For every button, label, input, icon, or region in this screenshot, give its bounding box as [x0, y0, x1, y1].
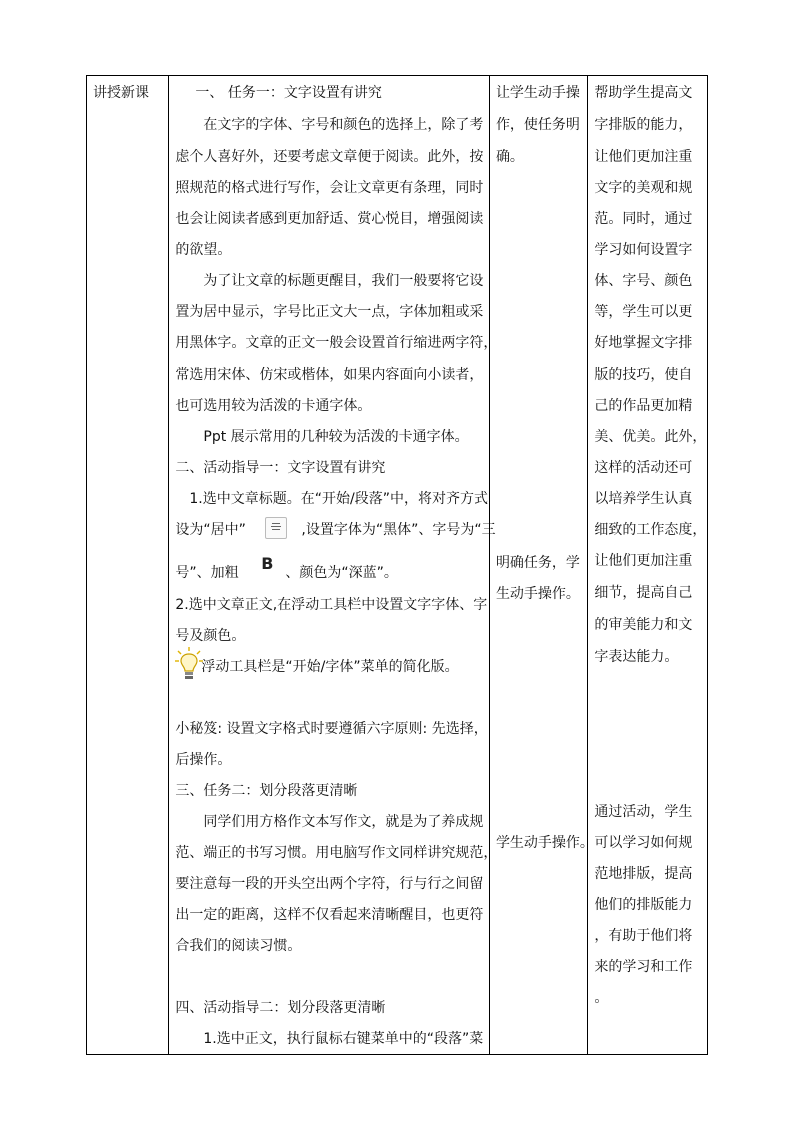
- heading-task-2: 三、任务二：划分段落更清晰: [175, 783, 358, 799]
- tip-text: 浮动工具栏是“开始/字体”菜单的简化版。: [201, 659, 459, 675]
- student-activity-line: 作，使任务明: [495, 117, 580, 133]
- design-intent-line: 。: [594, 990, 609, 1006]
- design-intent-line: 己的作品更加精: [594, 398, 693, 414]
- design-intent-line: 范地排版，提高: [594, 866, 693, 882]
- design-intent-line: 他们的排版能力: [594, 897, 693, 913]
- design-intent-line: 通过活动，学生: [594, 804, 693, 820]
- design-intent-cell: [588, 76, 708, 1055]
- step-line: 1.选中文章标题。在“开始/段落”中，将对齐方式: [189, 491, 488, 507]
- design-intent-line: 体、字号、颜色: [594, 273, 693, 289]
- paragraph-line: 在文字的字体、字号和颜色的选择上，除了考: [203, 117, 484, 133]
- design-intent-line: 细节，提高自己: [594, 585, 693, 601]
- section-label-cell: [87, 76, 169, 1055]
- design-intent-line: 学习如何设置字: [594, 242, 693, 258]
- design-intent-line: 帮助学生提高文: [594, 85, 693, 101]
- design-intent-line: 好地掌握文字排: [594, 335, 693, 351]
- bold-icon: B: [261, 554, 274, 573]
- design-intent-line: 可以学习如何规: [594, 835, 693, 851]
- design-intent-line: 细致的工作态度，: [594, 522, 707, 538]
- step-line: 号及颜色。: [175, 628, 246, 644]
- student-activity-line: 让学生动手操: [495, 85, 580, 101]
- design-intent-line: 美、优美。此外，: [594, 429, 707, 445]
- align-center-icon: [265, 517, 287, 539]
- design-intent-line: 范。同时，通过: [594, 211, 693, 227]
- design-intent-line: 以培养学生认真: [594, 491, 693, 507]
- paragraph-line: 同学们用方格作文本写作文，就是为了养成规: [203, 814, 484, 830]
- section-label: 讲授新课: [93, 85, 149, 101]
- heading-activity-2: 四、活动指导二：划分段落更清晰: [175, 1000, 386, 1016]
- paragraph-line: Ppt 展示常用的几种较为活泼的卡通字体。: [203, 429, 469, 445]
- lightbulb-icon: [175, 646, 203, 684]
- paragraph-line: 为了让文章的标题更醒目，我们一般要将它设: [203, 273, 484, 289]
- paragraph-line: 也可选用较为活泼的卡通字体。: [175, 398, 372, 414]
- design-intent-line: 让他们更加注重: [594, 149, 693, 165]
- paragraph-line: 虑个人喜好外，还要考虑文章便于阅读。此外，按: [175, 149, 484, 165]
- paragraph-line: 用黑体字。文章的正文一般会设置首行缩进两字符，: [175, 335, 498, 351]
- design-intent-line: 让他们更加注重: [594, 553, 693, 569]
- paragraph-line: 的欲望。: [175, 242, 232, 258]
- paragraph-line: 范、端正的书写习惯。用电脑写作文同样讲究规范，: [175, 845, 498, 861]
- heading-activity-1: 二、活动指导一：文字设置有讲究: [175, 460, 386, 476]
- secret-line: 小秘笈: 设置文字格式时要遵循六字原则: 先选择，: [175, 721, 488, 737]
- step-line: 、颜色为“深蓝”。: [285, 565, 398, 581]
- content-cell: [169, 76, 498, 1055]
- design-intent-line: 字表达能力。: [594, 649, 679, 665]
- step-line: 设为“居中”: [175, 522, 246, 538]
- paragraph-line: 照规范的格式进行写作，会让文章更有条理，同时: [175, 180, 484, 196]
- student-activity-line: 生动手操作。: [495, 586, 580, 602]
- paragraph-line: 常选用宋体、仿宋或楷体，如果内容面向小读者，: [175, 367, 484, 383]
- lesson-table: [86, 75, 708, 1055]
- design-intent-line: 字排版的能力，: [594, 117, 693, 133]
- secret-line: 后操作。: [175, 752, 232, 768]
- step-line: 号”、加粗: [175, 565, 239, 581]
- student-activity-cell: [489, 76, 594, 1055]
- paragraph-line: 置为居中显示，字号比正文大一点，字体加粗或采: [175, 304, 484, 320]
- design-intent-line: 的审美能力和文: [594, 617, 693, 633]
- paragraph-line: 要注意每一段的开头空出两个字符，行与行之间留: [175, 876, 484, 892]
- step-line: 2.选中文章正文,在浮动工具栏中设置文字字体、字: [175, 597, 488, 613]
- step-line: ,设置字体为“黑体”、字号为“三: [301, 522, 496, 538]
- paragraph-line: 出一定的距离，这样不仅看起来清晰醒目，也更符: [175, 907, 484, 923]
- heading-task-1: 一、 任务一：文字设置有讲究: [195, 85, 382, 101]
- design-intent-line: 文字的美观和规: [594, 180, 693, 196]
- student-activity-line: 明确任务，学: [495, 555, 580, 571]
- design-intent-line: 来的学习和工作: [594, 959, 693, 975]
- student-activity-line: 学生动手操作。: [495, 835, 594, 851]
- step-line: 1.选中正文，执行鼠标右键菜单中的“段落”菜: [203, 1031, 484, 1047]
- paragraph-line: 合我们的阅读习惯。: [175, 938, 302, 954]
- paragraph-line: 也会让阅读者感到更加舒适、赏心悦目，增强阅读: [175, 211, 484, 227]
- design-intent-line: 版的技巧，使自: [594, 367, 693, 383]
- table-row: [87, 76, 708, 1055]
- design-intent-line: ，有助于他们将: [594, 928, 693, 944]
- design-intent-line: 这样的活动还可: [594, 460, 693, 476]
- student-activity-line: 确。: [495, 149, 524, 165]
- design-intent-line: 等，学生可以更: [594, 304, 693, 320]
